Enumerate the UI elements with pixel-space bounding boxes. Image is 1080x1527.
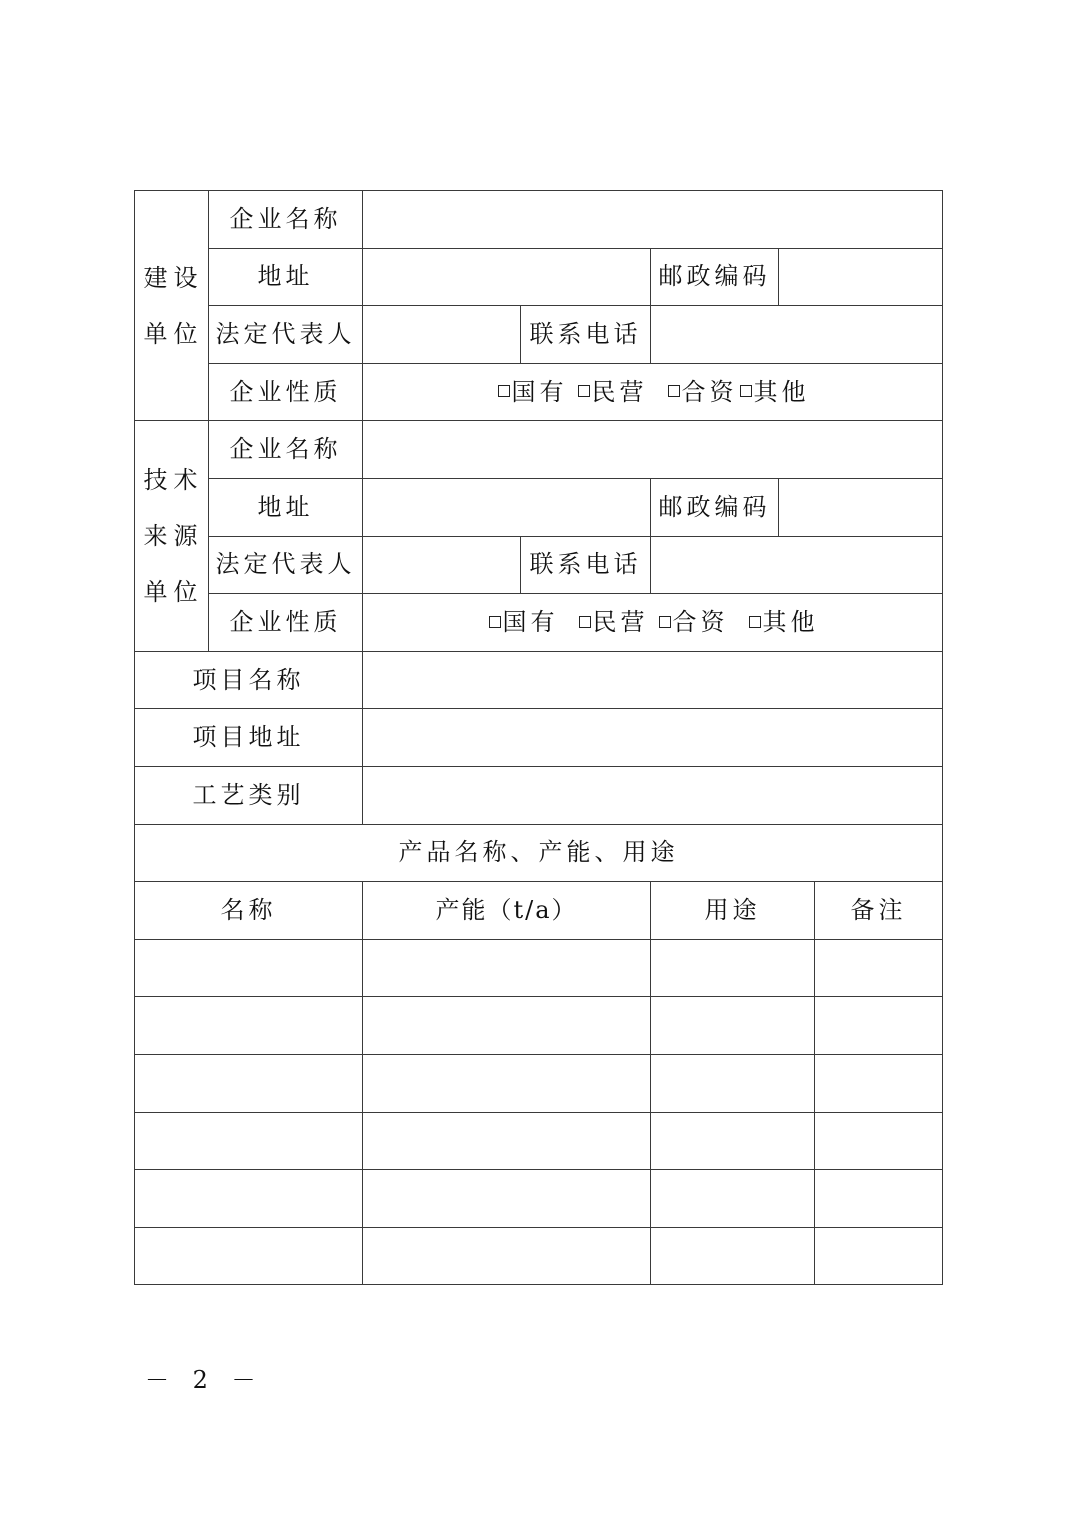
group-label-line: 技术 — [143, 466, 204, 495]
column-header-usage: 用途 — [651, 882, 815, 940]
construction-address-field[interactable] — [363, 248, 651, 306]
product-usage-cell[interactable] — [651, 1170, 815, 1228]
process-category-field[interactable] — [363, 766, 943, 824]
tech-source-unit-group-label — [135, 421, 209, 651]
tech-company-name-row — [135, 421, 943, 479]
product-name-cell[interactable] — [135, 939, 363, 997]
construction-nature-row — [135, 363, 943, 421]
tech-company-name-field[interactable] — [363, 421, 943, 479]
group-label-line: 来源 — [143, 522, 204, 551]
construction-nature-options — [363, 363, 943, 421]
product-name-cell[interactable] — [135, 997, 363, 1055]
product-row — [135, 1112, 943, 1170]
product-remarks-cell[interactable] — [815, 1227, 943, 1285]
construction-legal-rep-row — [135, 306, 943, 364]
product-capacity-cell[interactable] — [363, 1054, 651, 1112]
legal-rep-label: 法定代表人 — [209, 306, 363, 364]
company-name-label: 企业名称 — [209, 191, 363, 249]
address-label: 地址 — [209, 478, 363, 536]
product-remarks-cell[interactable] — [815, 939, 943, 997]
product-usage-cell[interactable] — [651, 1054, 815, 1112]
product-name-cell[interactable] — [135, 1054, 363, 1112]
product-remarks-cell[interactable] — [815, 997, 943, 1055]
nature-option-private[interactable]: 民营 — [577, 608, 649, 637]
group-label-line: 单位 — [143, 578, 204, 607]
product-row — [135, 939, 943, 997]
postal-code-label: 邮政编码 — [651, 248, 779, 306]
checkbox[interactable] — [578, 385, 590, 397]
checkbox[interactable] — [668, 385, 680, 397]
tech-postal-code-field[interactable] — [779, 478, 943, 536]
project-address-label: 项目地址 — [135, 709, 363, 767]
process-category-label: 工艺类别 — [135, 766, 363, 824]
legal-rep-label: 法定代表人 — [209, 536, 363, 594]
construction-company-name-field[interactable] — [363, 191, 943, 249]
products-header-row — [135, 882, 943, 940]
project-name-label: 项目名称 — [135, 651, 363, 709]
column-header-name: 名称 — [135, 882, 363, 940]
product-usage-cell[interactable] — [651, 939, 815, 997]
nature-option-joint-venture[interactable]: 合资 — [657, 608, 729, 637]
products-section-title: 产品名称、产能、用途 — [135, 824, 943, 882]
product-row — [135, 1054, 943, 1112]
checkbox[interactable] — [740, 385, 752, 397]
project-name-row — [135, 651, 943, 709]
product-capacity-cell[interactable] — [363, 1112, 651, 1170]
project-address-row — [135, 709, 943, 767]
nature-option-other[interactable]: 其他 — [738, 378, 810, 407]
products-section-title-row — [135, 824, 943, 882]
checkbox[interactable] — [579, 616, 591, 628]
product-capacity-cell[interactable] — [363, 1170, 651, 1228]
company-name-label: 企业名称 — [209, 421, 363, 479]
construction-phone-field[interactable] — [651, 306, 943, 364]
product-capacity-cell[interactable] — [363, 1227, 651, 1285]
construction-company-name-row — [135, 191, 943, 249]
nature-option-private[interactable]: 民营 — [576, 378, 648, 407]
nature-option-joint-venture[interactable]: 合资 — [666, 378, 738, 407]
group-label-line: 单位 — [143, 319, 204, 348]
product-row — [135, 1227, 943, 1285]
phone-label: 联系电话 — [521, 536, 651, 594]
construction-legal-rep-field[interactable] — [363, 306, 521, 364]
product-name-cell[interactable] — [135, 1227, 363, 1285]
product-capacity-cell[interactable] — [363, 997, 651, 1055]
tech-nature-options — [363, 594, 943, 652]
product-remarks-cell[interactable] — [815, 1170, 943, 1228]
tech-address-row — [135, 478, 943, 536]
address-label: 地址 — [209, 248, 363, 306]
product-usage-cell[interactable] — [651, 1227, 815, 1285]
process-category-row — [135, 766, 943, 824]
nature-option-state-owned[interactable]: 国有 — [496, 378, 568, 407]
product-usage-cell[interactable] — [651, 997, 815, 1055]
product-remarks-cell[interactable] — [815, 1054, 943, 1112]
group-label-line: 建设 — [143, 263, 204, 292]
tech-legal-rep-row — [135, 536, 943, 594]
tech-nature-row — [135, 594, 943, 652]
product-row — [135, 997, 943, 1055]
column-header-capacity: 产能（t/a） — [363, 882, 651, 940]
nature-option-other[interactable]: 其他 — [747, 608, 819, 637]
construction-unit-group-label — [135, 191, 209, 421]
phone-label: 联系电话 — [521, 306, 651, 364]
construction-postal-code-field[interactable] — [779, 248, 943, 306]
project-address-field[interactable] — [363, 709, 943, 767]
page-number: － 2 － — [145, 1366, 264, 1394]
nature-label: 企业性质 — [209, 594, 363, 652]
nature-option-state-owned[interactable]: 国有 — [487, 608, 559, 637]
checkbox[interactable] — [489, 616, 501, 628]
checkbox[interactable] — [498, 385, 510, 397]
tech-phone-field[interactable] — [651, 536, 943, 594]
nature-label: 企业性质 — [209, 363, 363, 421]
product-capacity-cell[interactable] — [363, 939, 651, 997]
enterprise-info-form — [134, 190, 943, 1285]
checkbox[interactable] — [749, 616, 761, 628]
product-row — [135, 1170, 943, 1228]
postal-code-label: 邮政编码 — [651, 478, 779, 536]
product-remarks-cell[interactable] — [815, 1112, 943, 1170]
tech-address-field[interactable] — [363, 478, 651, 536]
product-name-cell[interactable] — [135, 1112, 363, 1170]
column-header-remarks: 备注 — [815, 882, 943, 940]
tech-legal-rep-field[interactable] — [363, 536, 521, 594]
product-usage-cell[interactable] — [651, 1112, 815, 1170]
construction-address-row — [135, 248, 943, 306]
product-name-cell[interactable] — [135, 1170, 363, 1228]
project-name-field[interactable] — [363, 651, 943, 709]
checkbox[interactable] — [659, 616, 671, 628]
